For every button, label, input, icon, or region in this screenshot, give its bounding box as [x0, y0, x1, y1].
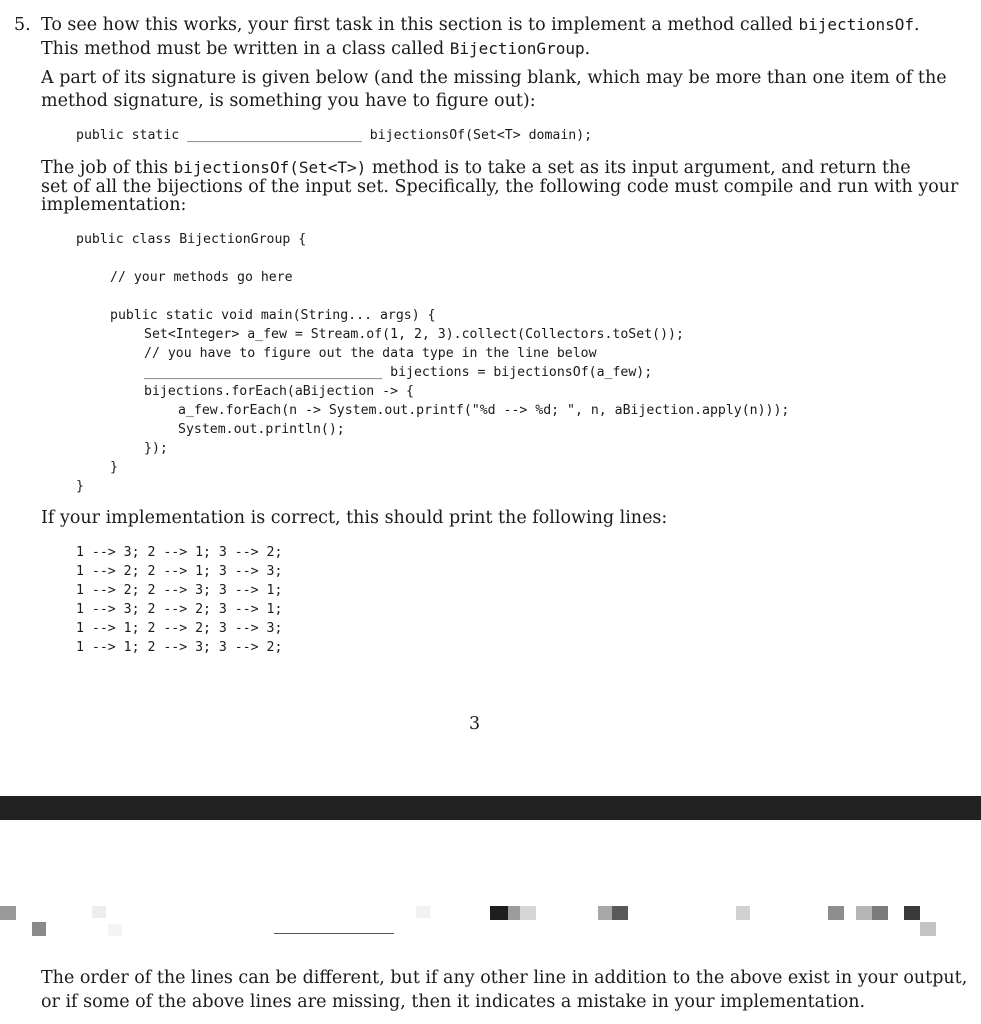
artifact — [856, 906, 872, 920]
bottom-text-line-2: or if some of the above lines are missing, then it indicates a mistake in your implementation. — [41, 992, 866, 1012]
code-line: public static void main(String... args) { — [110, 308, 436, 323]
artifact — [490, 906, 508, 920]
output-intro: If your implementation is correct, this should print the following lines: — [41, 508, 668, 528]
type-blank: ______________________________ — [144, 365, 383, 380]
task-text: This method must be written in a class called — [41, 39, 450, 59]
artifact — [0, 906, 16, 920]
artifact — [612, 906, 628, 920]
code-comment: // you have to figure out the data type in the line below — [144, 346, 597, 361]
class-name-code: BijectionGroup — [449, 39, 585, 58]
page-number: 3 — [469, 714, 481, 734]
code-line: } — [110, 460, 118, 475]
signature-prefix: public static — [76, 128, 180, 143]
task-text: . — [584, 39, 591, 59]
code-line: Set<Integer> a_few = Stream.of(1, 2, 3).collect(Collectors.toSet()); — [144, 327, 684, 342]
code-line: }); — [144, 441, 168, 456]
signature-blank: ______________________ — [187, 128, 362, 143]
output-line: 1 --> 3; 2 --> 1; 3 --> 2; — [76, 545, 283, 560]
code-line: System.out.println(); — [178, 422, 345, 437]
task-paragraph-2-line-2: method signature, is something you have to figure out): — [41, 91, 536, 111]
code-text: bijections = bijectionsOf(a_few); — [390, 365, 653, 380]
artifact — [920, 922, 936, 936]
artifact — [520, 906, 536, 920]
signature-suffix: bijectionsOf(Set<T> domain); — [369, 128, 593, 143]
output-line: 1 --> 2; 2 --> 3; 3 --> 1; — [76, 583, 283, 598]
code-line: } — [76, 479, 84, 494]
page-divider — [0, 796, 981, 820]
bottom-text-line-1: The order of the lines can be different, but if any other line in addition to the above exist in your output, — [41, 968, 968, 988]
code-comment: // your methods go here — [110, 270, 293, 285]
method-signature — [76, 126, 592, 145]
output-line: 1 --> 2; 2 --> 1; 3 --> 3; — [76, 564, 283, 579]
task-text: . — [914, 15, 920, 35]
task-paragraph-2-line-1: A part of its signature is given below (and the missing blank, which may be more than one item of the — [41, 68, 947, 88]
method-call-code: bijectionsOf(Set<T>) — [173, 158, 367, 177]
task-paragraph-3-line-2: set of all the bijections of the input set. Specifically, the following code must compile and run with your — [41, 177, 959, 197]
artifact — [416, 906, 430, 918]
task-text: To see how this works, your first task in this section is to implement a method called — [41, 15, 799, 35]
task-number: 5. — [14, 15, 31, 35]
task-paragraph-3-line-3: implementation: — [41, 195, 187, 215]
task-paragraph-1-line-2 — [41, 38, 590, 60]
code-line: a_few.forEach(n -> System.out.printf("%d --> %d; ", n, aBijection.apply(n))); — [178, 403, 790, 418]
artifact — [598, 906, 612, 920]
code-line: bijections.forEach(aBijection -> { — [144, 384, 414, 399]
output-line: 1 --> 1; 2 --> 3; 3 --> 2; — [76, 640, 283, 655]
code-line: public class BijectionGroup { — [76, 232, 307, 247]
artifact — [904, 906, 920, 920]
artifact — [828, 906, 844, 920]
artifact — [32, 922, 46, 936]
code-line — [144, 363, 652, 382]
blank-line — [274, 933, 394, 934]
artifact — [872, 906, 888, 920]
method-name-code: bijectionsOf — [798, 15, 915, 34]
task-text: The job of this — [41, 158, 174, 178]
task-text: method is to take a set as its input argument, and return the — [366, 158, 911, 178]
artifact — [108, 924, 122, 936]
artifact — [508, 906, 520, 920]
output-line: 1 --> 1; 2 --> 2; 3 --> 3; — [76, 621, 283, 636]
artifact — [736, 906, 750, 920]
output-line: 1 --> 3; 2 --> 2; 3 --> 1; — [76, 602, 283, 617]
task-paragraph-1-line-1 — [41, 14, 920, 36]
artifact — [92, 906, 106, 918]
